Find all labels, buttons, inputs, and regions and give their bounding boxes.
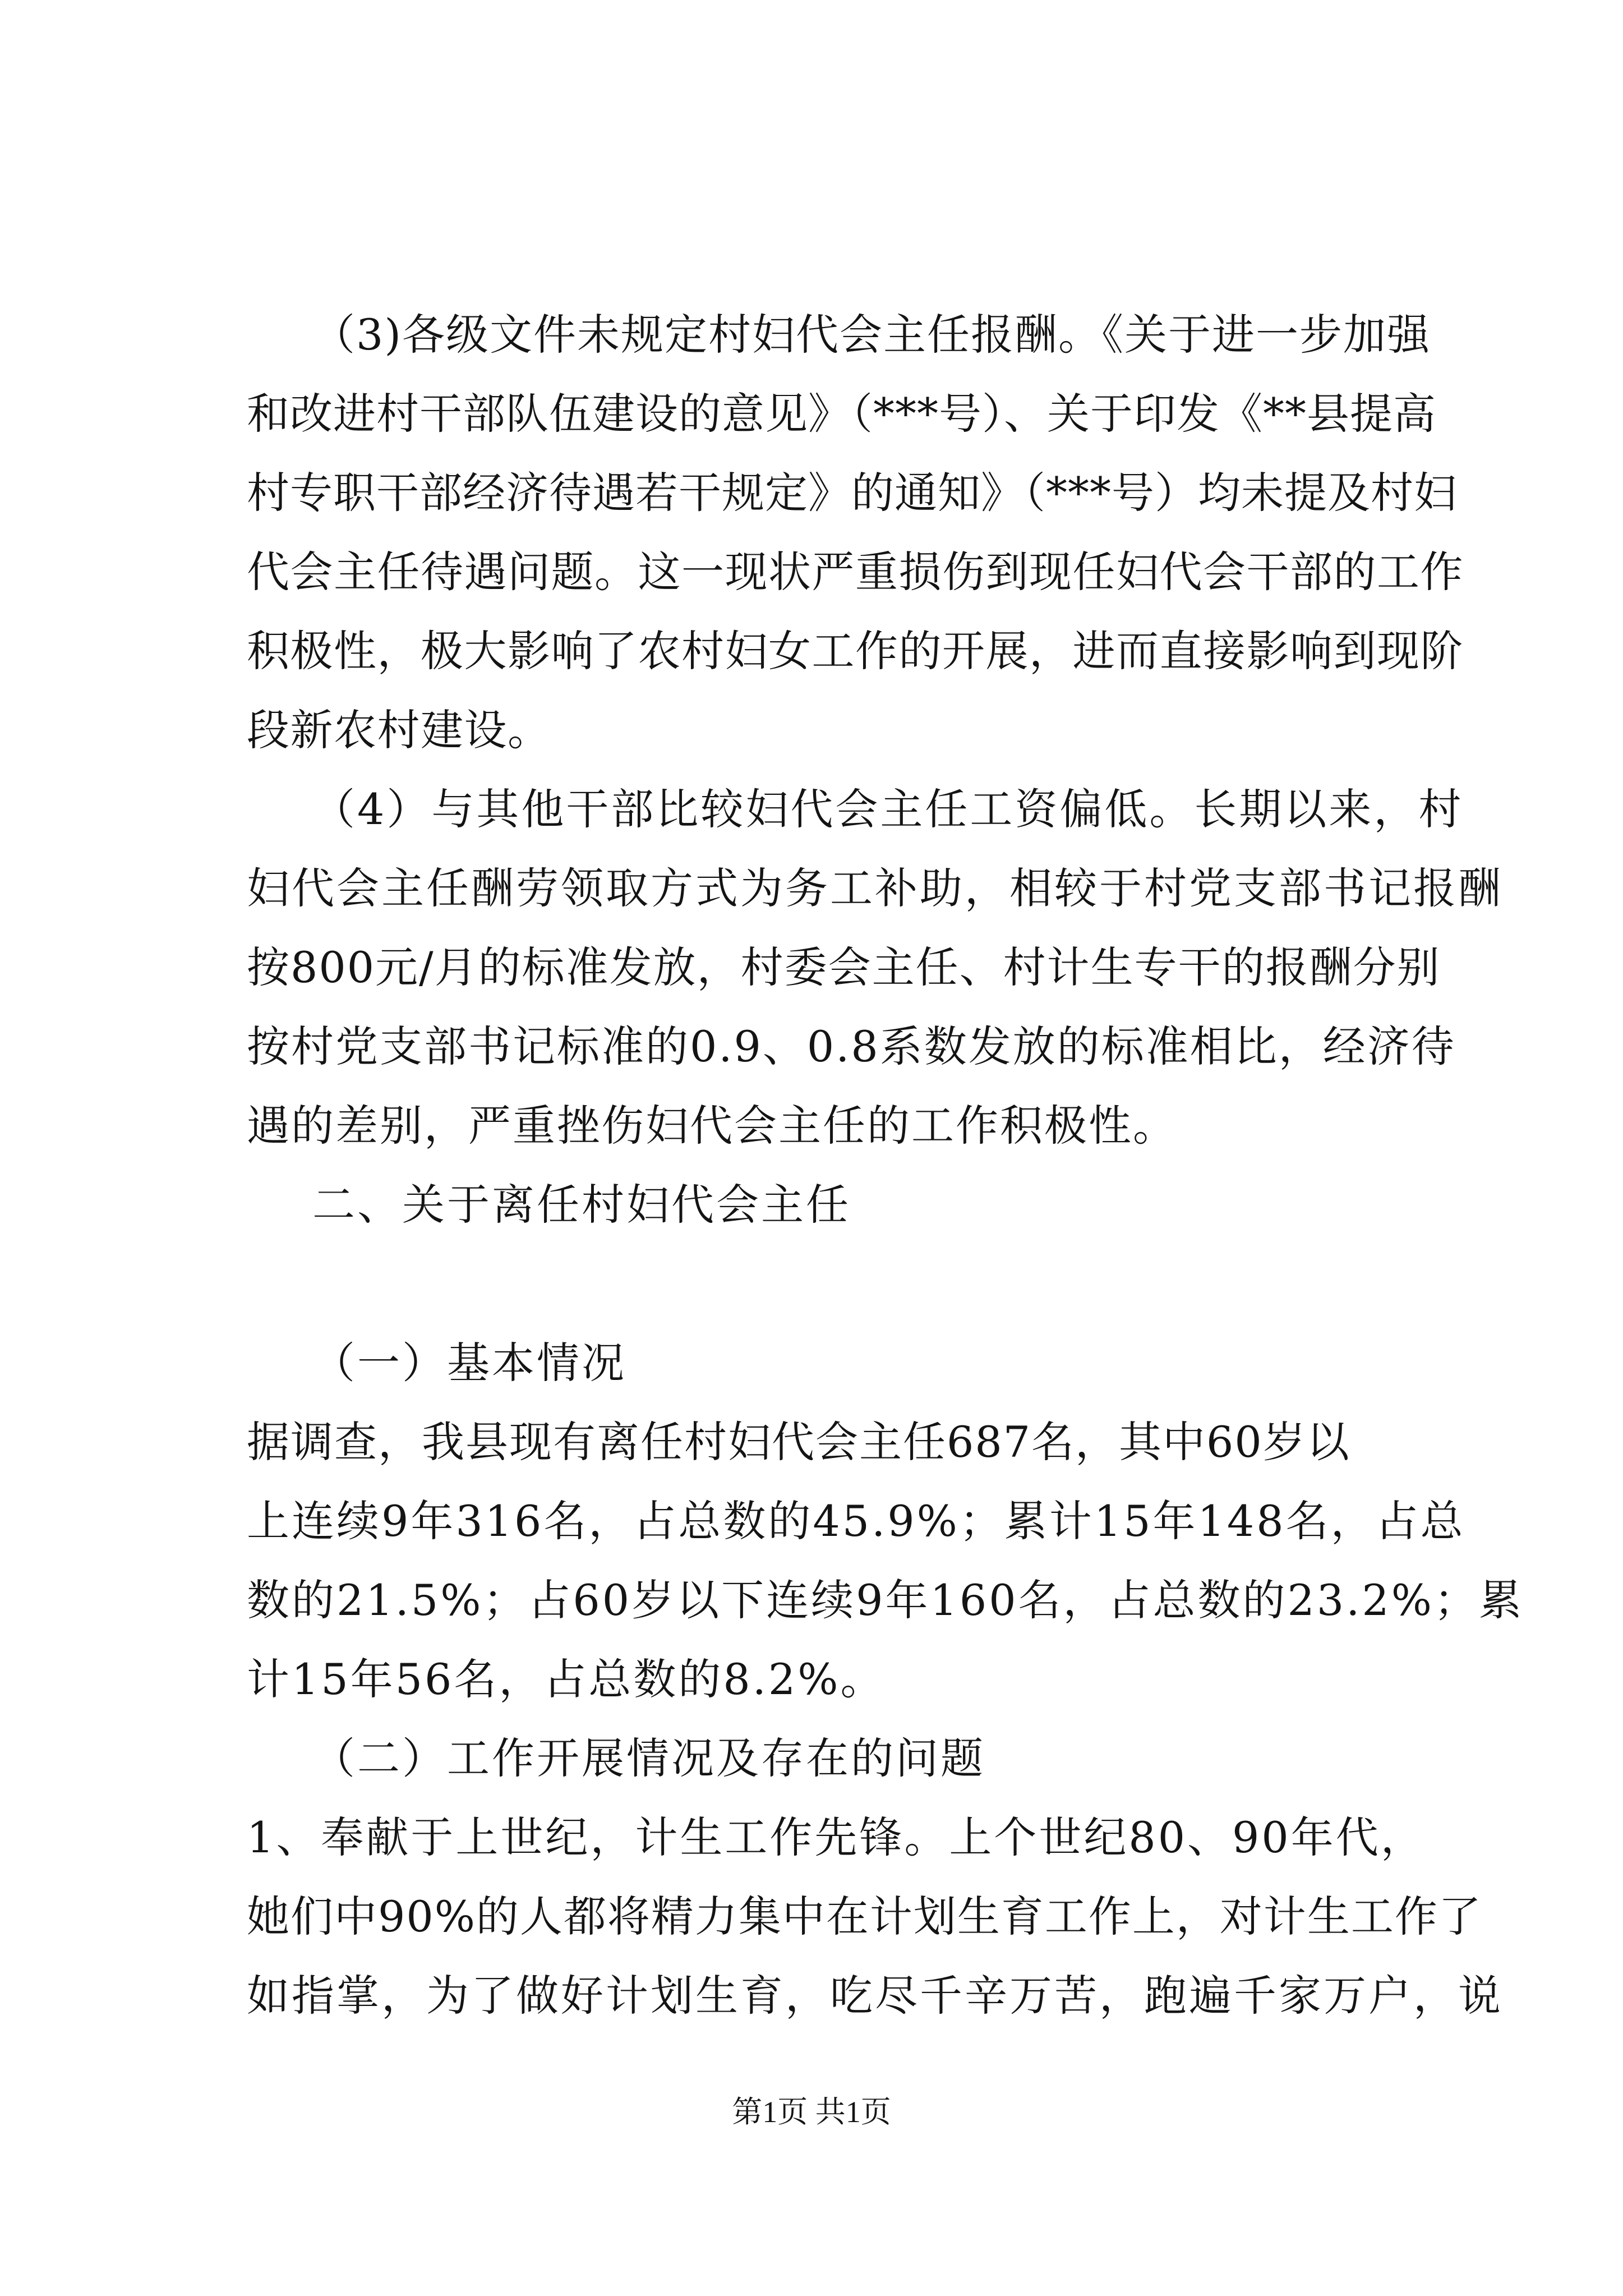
paragraph-3-line-2: 和改进村干部队伍建设的意见》（***号）、关于印发《**县提高 [247,389,1436,439]
paragraph-4-line-2: 妇代会主任酬劳领取方式为务工补助，相较于村党支部书记报酬 [247,863,1503,913]
paragraph-4-line-3: 按800元/月的标准发放，村委会主任、村计生专干的报酬分别 [247,942,1441,992]
paragraph-3-line-6: 段新农村建设。 [247,705,551,755]
paragraph-3-line-1: （3)各级文件未规定村妇代会主任报酬。《关于进一步加强 [312,310,1431,360]
paragraph-4-line-4: 按村党支部书记标准的0.9、0.8系数发放的标准相比，经济待 [247,1022,1456,1071]
paragraph-3-line-5: 积极性，极大影响了农村妇女工作的开展，进而直接影响到现阶 [247,626,1464,676]
survey-paragraph-line-3: 数的21.5%；占60岁以下连续9年160名，占总数的23.2%；累 [247,1575,1524,1625]
survey-paragraph-line-1: 据调查，我县现有离任村妇代会主任687名，其中60岁以 [247,1417,1350,1467]
work-paragraph-line-2: 她们中90%的人都将精力集中在计划生育工作上，对计生工作了 [247,1892,1482,1941]
work-paragraph-line-1: 1、奉献于上世纪，计生工作先锋。上个世纪80、90年代， [247,1812,1426,1862]
subsection-heading-work: （二）工作开展情况及存在的问题 [312,1733,985,1783]
paragraph-4-line-5: 遇的差别，严重挫伤妇代会主任的工作积极性。 [247,1101,1177,1151]
paragraph-4-line-1: （4）与其他干部比较妇代会主任工资偏低。长期以来，村 [312,784,1464,834]
section-heading: 二、关于离任村妇代会主任 [312,1180,851,1230]
survey-paragraph-line-4: 计15年56名，占总数的8.2%。 [247,1654,886,1704]
survey-paragraph-line-2: 上连续9年316名，占总数的45.9%；累计15年148名，占总 [247,1496,1465,1546]
work-paragraph-line-3: 如指掌，为了做好计划生育，吃尽千辛万苦，跑遍千家万户，说 [247,1971,1503,2021]
page-footer: 第1页 共1页 [732,2095,891,2129]
subsection-heading-basic: （一）基本情况 [312,1338,626,1388]
paragraph-3-line-3: 村专职干部经济待遇若干规定》的通知》（***号）均未提及村妇 [247,468,1457,518]
paragraph-3-line-4: 代会主任待遇问题。这一现状严重损伤到现任妇代会干部的工作 [247,547,1464,597]
